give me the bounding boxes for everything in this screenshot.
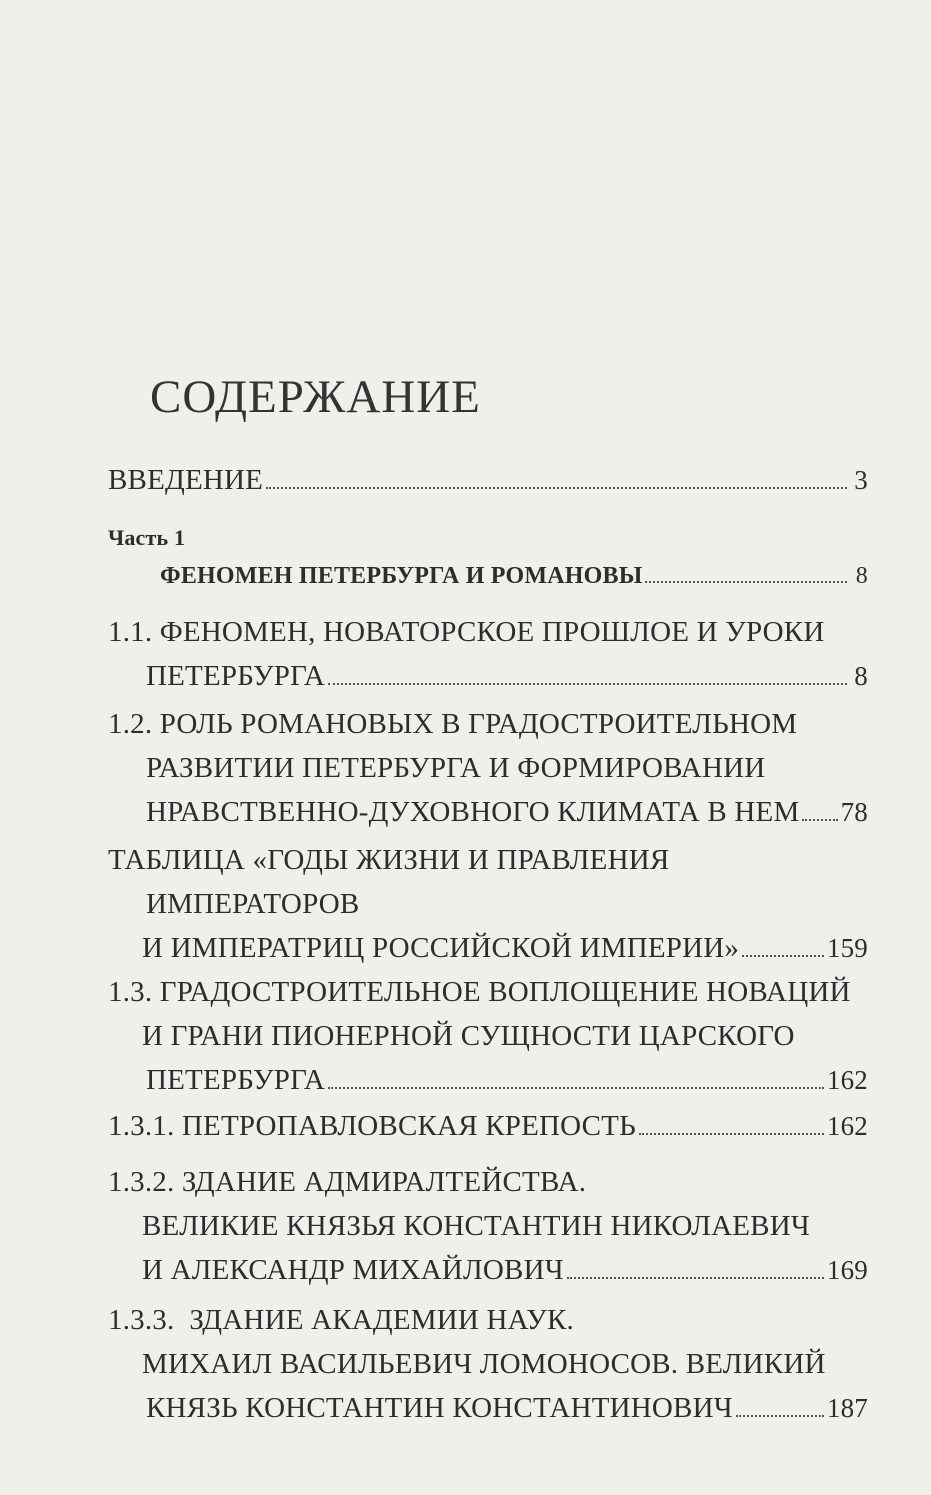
toc-entry-title-line: 1.2. РОЛЬ РОМАНОВЫХ В ГРАДОСТРОИТЕЛЬНОМ: [108, 708, 798, 740]
dot-leader: [567, 1277, 824, 1279]
toc-entry-introduction[interactable]: [108, 458, 868, 502]
part-label: Часть 1: [108, 525, 186, 550]
page-title: СОДЕРЖАНИЕ: [150, 371, 481, 423]
part-title: ФЕНОМЕН ПЕТЕРБУРГА И РОМАНОВЫ: [160, 563, 643, 589]
toc-entry-title-line: И АЛЕКСАНДР МИХАЙЛОВИЧ: [142, 1254, 564, 1286]
dot-leader: [328, 683, 847, 685]
toc-entry-title-line: НРАВСТВЕННО-ДУХОВНОГО КЛИМАТА В НЕМ: [146, 796, 800, 828]
toc-entry-title-line: 1.3. ГРАДОСТРОИТЕЛЬНОЕ ВОПЛОЩЕНИЕ НОВАЦИЙ: [108, 976, 851, 1008]
toc-entry-1-2[interactable]: [108, 702, 868, 834]
toc-entry-title-line: ИМПЕРАТОРОВ: [146, 888, 360, 920]
dot-leader: [645, 581, 847, 583]
dot-leader: [736, 1415, 824, 1417]
toc-entry-title-line: 1.3.2. ЗДАНИЕ АДМИРАЛТЕЙСТВА.: [108, 1166, 587, 1198]
toc-entry-title: ВВЕДЕНИЕ: [108, 464, 264, 496]
toc-entry-title-line: И ИМПЕРАТРИЦ РОССИЙСКОЙ ИМПЕРИИ»: [142, 932, 740, 964]
toc-entry-title-line: ПЕТЕРБУРГА: [146, 1064, 326, 1096]
toc-entry-title-line: РАЗВИТИИ ПЕТЕРБУРГА И ФОРМИРОВАНИИ: [146, 752, 766, 784]
toc-entry-1-3[interactable]: [108, 970, 868, 1102]
toc-entry-title: 1.3.1. ПЕТРОПАВЛОВСКАЯ КРЕПОСТЬ: [108, 1110, 636, 1142]
toc-entry-title-line: ВЕЛИКИЕ КНЯЗЬЯ КОНСТАНТИН НИКОЛАЕВИЧ: [142, 1210, 810, 1242]
toc-page-number: 159: [826, 933, 868, 963]
toc-entry-1-1[interactable]: [108, 610, 868, 698]
toc-entry-title-line: И ГРАНИ ПИОНЕРНОЙ СУЩНОСТИ ЦАРСКОГО: [142, 1020, 795, 1052]
dot-leader: [639, 1133, 824, 1135]
toc-page-number: 162: [826, 1065, 868, 1095]
toc-entry-part-1[interactable]: [108, 520, 868, 596]
toc-entry-title-line: 1.1. ФЕНОМЕН, НОВАТОРСКОЕ ПРОШЛОЕ И УРОКИ: [108, 616, 825, 648]
dot-leader: [266, 487, 847, 489]
toc-page-number: 169: [826, 1255, 868, 1285]
toc-entry-title-line: КНЯЗЬ КОНСТАНТИН КОНСТАНТИНОВИЧ: [146, 1392, 733, 1424]
toc-page-number: 162: [826, 1111, 868, 1141]
toc-page-number: 3: [854, 465, 868, 495]
toc-page-number: 8: [855, 563, 868, 589]
toc-entry-title-line: ПЕТЕРБУРГА: [146, 660, 326, 692]
toc-entry-1-3-2[interactable]: [108, 1160, 868, 1292]
toc-entry-title-line: 1.3.3. ЗДАНИЕ АКАДЕМИИ НАУК.: [108, 1304, 574, 1336]
toc-entry-table[interactable]: [108, 838, 868, 970]
dot-leader: [742, 955, 824, 957]
toc-entry-1-3-3[interactable]: [108, 1298, 868, 1430]
toc-page-number: 187: [826, 1393, 868, 1423]
toc-entry-1-3-1[interactable]: [108, 1104, 868, 1148]
toc-page-number: 8: [854, 661, 868, 691]
dot-leader: [328, 1087, 824, 1089]
toc-page-number: 78: [840, 797, 868, 827]
toc-entry-title-line: ТАБЛИЦА «ГОДЫ ЖИЗНИ И ПРАВЛЕНИЯ: [108, 844, 670, 876]
toc-entry-title-line: МИХАИЛ ВАСИЛЬЕВИЧ ЛОМОНОСОВ. ВЕЛИКИЙ: [142, 1348, 826, 1380]
dot-leader: [802, 819, 837, 821]
